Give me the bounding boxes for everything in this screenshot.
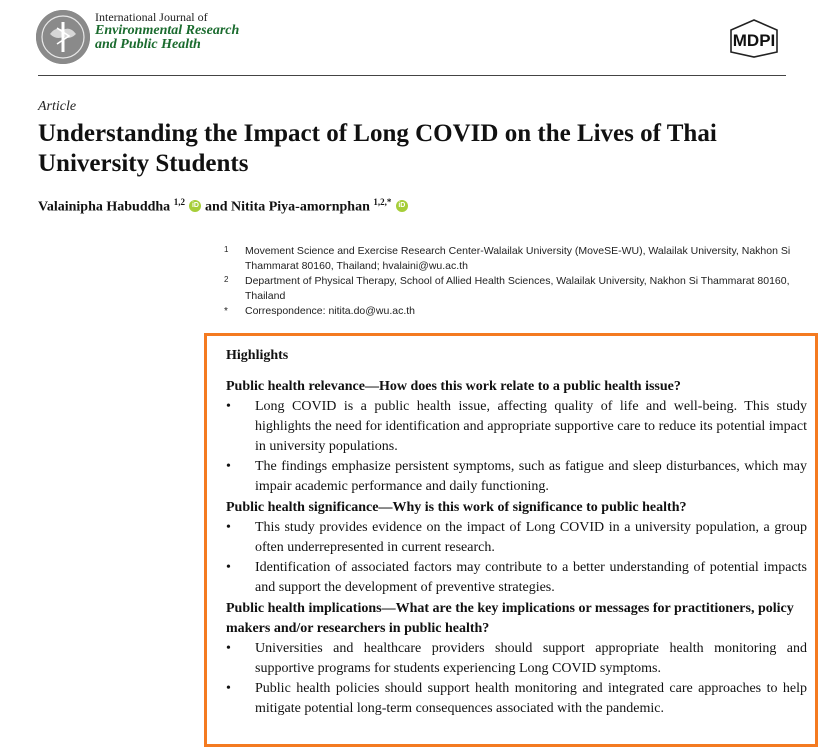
mdpi-logo-text: MDPI <box>732 31 776 50</box>
highlight-bullet <box>226 639 807 679</box>
highlights-box <box>204 333 818 747</box>
bullet-icon: • <box>226 399 231 414</box>
author-name[interactable]: Nitita Piya-amornphan <box>231 199 370 215</box>
highlight-bullet <box>226 457 807 497</box>
highlight-bullet-text: Universities and healthcare providers should support appropriate health monitoring and supportive programs for students experiencing Long COVID symptoms. <box>255 641 807 676</box>
affiliations <box>224 244 794 319</box>
affiliation-item <box>224 244 794 274</box>
article-title: Understanding the Impact of Long COVID on the Lives of Thai University Students <box>38 120 717 177</box>
highlights-heading: Highlights <box>226 348 289 363</box>
highlight-bullet-text: This study provides evidence on the impact of Long COVID in a university population, a group often underrepresented in current research. <box>255 520 807 555</box>
journal-name-line1: International Journal of <box>95 10 208 24</box>
bullet-icon: • <box>226 520 231 535</box>
author-list <box>38 197 408 216</box>
affiliation-text: Correspondence: nitita.do@wu.ac.th <box>245 305 416 317</box>
journal-name <box>95 10 239 52</box>
highlight-question: Public health significance—Why is this work of significance to public health? <box>226 500 687 515</box>
bullet-icon: • <box>226 681 231 696</box>
affiliation-number: 1 <box>224 245 229 254</box>
orcid-icon[interactable] <box>396 200 408 212</box>
affiliation-text: Department of Physical Therapy, School of Allied Health Sciences, Walailak University, Nakhon Si Thammarat 80160, Thailand <box>245 275 790 302</box>
correspondence-marker: * <box>224 306 228 317</box>
highlight-bullet <box>226 679 807 719</box>
bullet-icon: • <box>226 641 231 656</box>
affiliation-text: Movement Science and Exercise Research Center-Walailak University (MoveSE-WU), Walailak University, Nakhon Si Thammarat 80160, Thailand; hvalaini@wu.ac.th <box>245 245 791 272</box>
affiliation-item <box>224 274 794 304</box>
highlight-bullet-text: Long COVID is a public health issue, affecting quality of life and well-being. This study highlights the need for identification and appropriate supportive care to reduce its potential impact in university populations. <box>255 399 807 454</box>
highlight-bullet-list <box>226 397 807 497</box>
orcid-icon[interactable] <box>189 200 201 212</box>
highlight-bullet-text: Identification of associated factors may contribute to a better understanding of potential impacts and support the development of preventive strategies. <box>255 560 807 595</box>
bullet-icon: • <box>226 459 231 474</box>
highlight-bullet <box>226 518 807 558</box>
highlight-bullet-text: Public health policies should support health monitoring and integrated care approaches to help mitigate potential long-term consequences associated with the pandemic. <box>255 681 807 716</box>
highlight-question: Public health implications—What are the key implications or messages for practitioners, policy makers and/or researchers in public health? <box>226 601 794 636</box>
highlight-bullet <box>226 397 807 457</box>
author-name[interactable]: Valainipha Habuddha <box>38 199 171 215</box>
journal-name-line2: Environmental Research <box>95 23 240 38</box>
author-joiner: and <box>204 199 228 215</box>
author-affiliation-marker: 1,2 <box>173 197 185 207</box>
highlight-bullet-list <box>226 639 807 719</box>
highlight-bullet <box>226 558 807 598</box>
journal-name-line3: and Public Health <box>95 37 201 52</box>
header-divider <box>38 75 786 76</box>
affiliation-item <box>224 304 794 319</box>
highlight-bullet-list <box>226 518 807 598</box>
highlight-question: Public health relevance—How does this work relate to a public health issue? <box>226 379 681 394</box>
bullet-icon: • <box>226 560 231 575</box>
journal-emblem-icon <box>36 10 90 64</box>
affiliation-number: 2 <box>224 275 229 284</box>
mdpi-logo <box>724 18 784 58</box>
author-affiliation-marker: 1,2,* <box>373 197 392 207</box>
article-type: Article <box>38 99 77 114</box>
highlight-bullet-text: The findings emphasize persistent symptoms, such as fatigue and sleep disturbances, which may impair academic performance and daily functioning. <box>255 459 807 494</box>
